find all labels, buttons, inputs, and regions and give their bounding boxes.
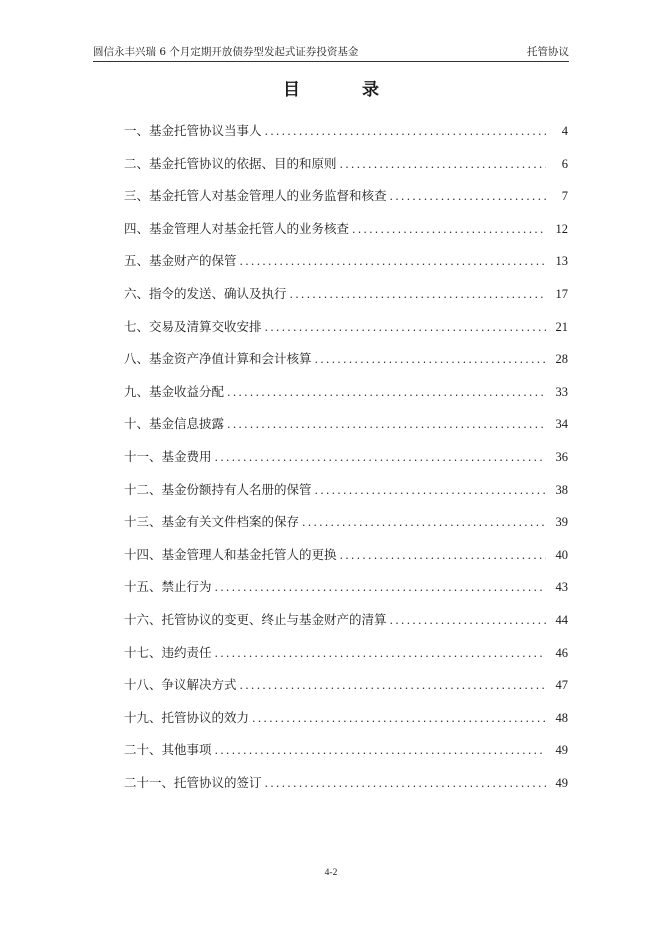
toc-dot-leader	[215, 576, 546, 600]
toc-dot-leader	[390, 609, 546, 633]
toc-entry-page: 36	[555, 449, 568, 464]
toc-dot-leader	[340, 153, 546, 177]
toc-entry-page: 49	[555, 775, 568, 790]
toc-entry[interactable]	[124, 347, 568, 380]
toc-entry[interactable]	[124, 315, 568, 348]
toc-entry-page: 48	[555, 710, 568, 725]
toc-entry-label: 十七、违约责任	[124, 644, 212, 660]
toc-entry[interactable]	[124, 543, 568, 576]
toc-entry[interactable]	[124, 282, 568, 315]
toc-entry-page: 39	[555, 515, 568, 530]
toc-entry-label: 六、指令的发送、确认及执行	[124, 285, 287, 301]
toc-dot-leader	[227, 381, 546, 405]
toc-title: 目 录	[283, 80, 407, 100]
toc-entry-label: 十四、基金管理人和基金托管人的更换	[124, 546, 337, 562]
toc-dot-leader	[290, 283, 546, 307]
toc-entry-page: 13	[555, 254, 568, 269]
toc-dot-leader	[265, 120, 546, 144]
toc-entry[interactable]	[124, 119, 568, 152]
toc-entry-label: 十二、基金份额持有人名册的保管	[124, 481, 312, 497]
toc-entry-label: 十八、争议解决方式	[124, 677, 237, 693]
toc-entry[interactable]	[124, 510, 568, 543]
toc-dot-leader	[227, 413, 546, 437]
toc-entry[interactable]	[124, 184, 568, 217]
toc-dot-leader	[215, 446, 546, 470]
page-number: 4-2	[324, 868, 338, 878]
toc-entry-label: 五、基金财产的保管	[124, 253, 237, 269]
toc-entry-page: 43	[555, 580, 568, 595]
header-fund-name: 圆信永丰兴瑞 6 个月定期开放债券型发起式证券投资基金	[93, 46, 359, 58]
table-of-contents	[124, 119, 568, 803]
toc-dot-leader	[315, 479, 546, 503]
header-document-type: 托管协议	[527, 46, 569, 58]
toc-entry[interactable]	[124, 641, 568, 674]
toc-entry-page: 47	[555, 678, 568, 693]
toc-entry-label: 七、交易及清算交收安排	[124, 318, 262, 334]
toc-entry-label: 十、基金信息披露	[124, 416, 225, 432]
toc-entry-page: 46	[555, 645, 568, 660]
toc-entry[interactable]	[124, 738, 568, 771]
toc-entry-label: 十三、基金有关文件档案的保存	[124, 514, 300, 530]
toc-entry-label: 二十、其他事项	[124, 742, 212, 758]
toc-entry-page: 21	[555, 319, 568, 334]
toc-entry-page: 49	[555, 743, 568, 758]
toc-entry-page: 4	[561, 124, 568, 138]
toc-entry[interactable]	[124, 673, 568, 706]
toc-entry-label: 八、基金资产净值计算和会计核算	[124, 351, 312, 367]
toc-entry[interactable]	[124, 608, 568, 641]
toc-entry-label: 十九、托管协议的效力	[124, 709, 250, 725]
toc-entry-page: 28	[555, 352, 568, 367]
toc-entry-page: 44	[555, 612, 568, 627]
toc-entry[interactable]	[124, 575, 568, 608]
toc-entry-label: 二十一、托管协议的签订	[124, 774, 262, 790]
toc-dot-leader	[240, 674, 546, 698]
toc-entry-label: 十一、基金费用	[124, 448, 212, 464]
toc-entry[interactable]	[124, 445, 568, 478]
toc-entry-label: 四、基金管理人对基金托管人的业务核查	[124, 220, 350, 236]
toc-dot-leader	[215, 642, 546, 666]
toc-entry-page: 17	[555, 286, 568, 301]
toc-entry-page: 33	[555, 384, 568, 399]
toc-entry[interactable]	[124, 412, 568, 445]
toc-entry-page: 6	[561, 156, 568, 171]
toc-entry[interactable]	[124, 706, 568, 739]
toc-entry-page: 7	[561, 189, 568, 204]
toc-entry-label: 一、基金托管协议当事人	[124, 123, 262, 138]
toc-entry-label: 二、基金托管协议的依据、目的和原则	[124, 155, 337, 171]
toc-dot-leader	[340, 544, 546, 568]
toc-entry[interactable]	[124, 152, 568, 185]
toc-entry-label: 十五、禁止行为	[124, 579, 212, 595]
toc-dot-leader	[315, 348, 546, 372]
toc-entry[interactable]	[124, 380, 568, 413]
running-header	[93, 44, 569, 62]
toc-entry-page: 12	[555, 221, 568, 236]
toc-entry[interactable]	[124, 771, 568, 804]
toc-entry[interactable]	[124, 478, 568, 511]
toc-dot-leader	[265, 772, 546, 796]
toc-dot-leader	[390, 185, 546, 209]
toc-entry[interactable]	[124, 249, 568, 282]
toc-entry-page: 40	[555, 547, 568, 562]
toc-dot-leader	[352, 218, 546, 242]
toc-entry-label: 九、基金收益分配	[124, 383, 225, 399]
toc-dot-leader	[215, 739, 546, 763]
toc-dot-leader	[252, 707, 546, 731]
toc-entry-label: 三、基金托管人对基金管理人的业务监督和核查	[124, 188, 387, 204]
toc-dot-leader	[265, 316, 546, 340]
toc-entry-page: 34	[555, 417, 568, 432]
toc-dot-leader	[240, 250, 546, 274]
toc-entry-label: 十六、托管协议的变更、终止与基金财产的清算	[124, 611, 387, 627]
toc-entry[interactable]	[124, 217, 568, 250]
toc-entry-page: 38	[555, 482, 568, 497]
toc-dot-leader	[302, 511, 546, 535]
